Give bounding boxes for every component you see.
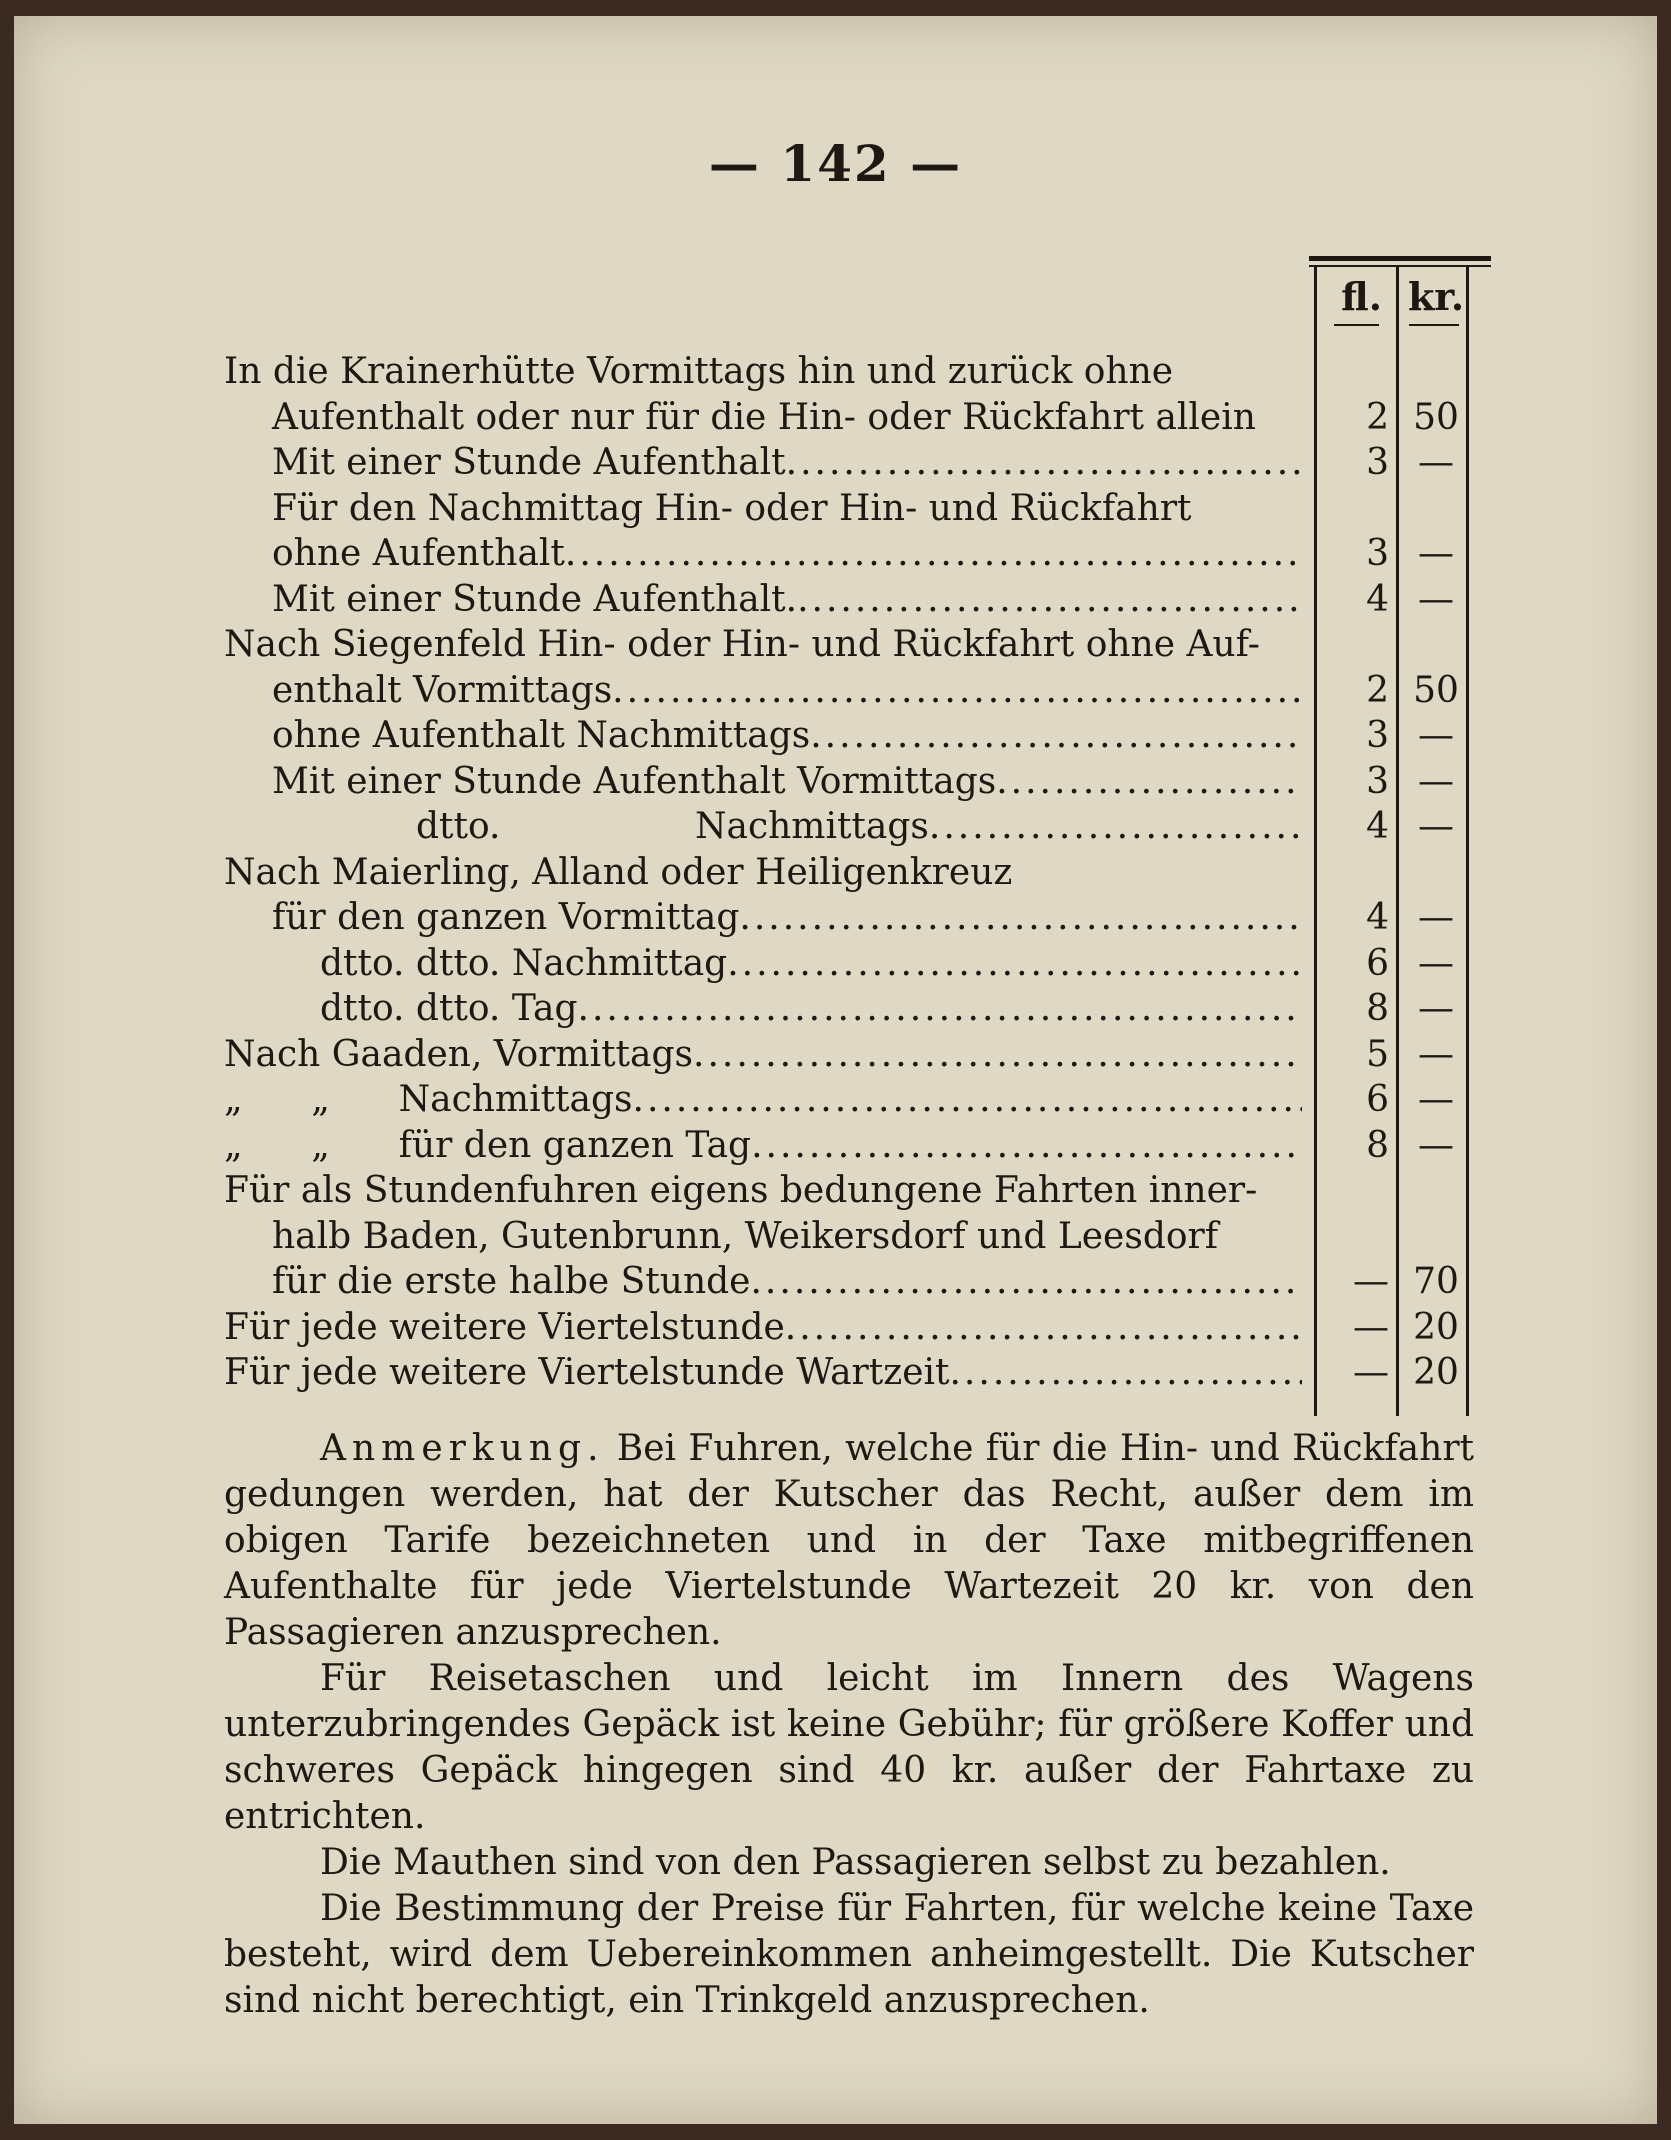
row-description [272, 577, 1302, 623]
row-text: Mit einer Stunde Aufenthalt [272, 442, 786, 483]
note-text-1: Bei Fuhren, welche für die Hin- und Rückfahrt gedungen werden, hat der Kutscher das Recht, außer dem im obigen Tarife bezeichneten und in der Taxe mitbegriffenen Aufenthalte für jede Viertelstunde Wartezeit 20 kr. von den Passagieren anzusprechen. [224, 1428, 1474, 1653]
leader-dots [739, 895, 1302, 941]
row-text: dtto. dtto. Nachmittag [320, 942, 728, 984]
row-description [320, 941, 1302, 987]
price-fl: 2 [1366, 669, 1389, 711]
leader-dots [633, 1077, 1303, 1123]
row-text: Für als Stundenfuhren eigens bedungene Fahrten inner- [224, 1170, 1258, 1211]
price-kr: 20 [1413, 1306, 1459, 1348]
price-fl: 6 [1366, 1079, 1389, 1120]
row-text: für die erste halbe Stunde [272, 1261, 751, 1302]
leader-dots [750, 1259, 1302, 1305]
row-text: Aufenthalt oder nur für die Hin- oder Rückfahrt allein [272, 396, 1256, 438]
price-fl: 4 [1366, 578, 1389, 620]
price-fl: 3 [1366, 442, 1389, 483]
leader-dots [727, 941, 1302, 987]
table-row [14, 941, 1657, 987]
table-row [14, 531, 1657, 577]
price-kr: — [1418, 988, 1454, 1029]
row-text: Für jede weitere Viertelstunde Wartzeit [224, 1352, 950, 1393]
row-description [224, 1350, 1302, 1396]
price-kr: — [1418, 1079, 1454, 1120]
row-description [416, 804, 1302, 850]
price-kr: — [1418, 942, 1454, 984]
table-row [14, 850, 1657, 896]
price-fl: 4 [1366, 897, 1389, 938]
row-text: dtto. Nachmittags [416, 806, 929, 847]
column-header-fl: fl. [1341, 274, 1382, 319]
row-description [224, 1305, 1302, 1351]
note-paragraph-3: Die Mauthen sind von den Passagieren selbst zu bezahlen. [320, 1842, 1391, 1883]
table-row [14, 1032, 1657, 1078]
row-text: Nach Gaaden, Vormittags [224, 1033, 694, 1075]
table-row [14, 1123, 1657, 1169]
row-description [320, 986, 1302, 1032]
price-fl: 4 [1366, 806, 1389, 847]
leader-dots [949, 1350, 1302, 1396]
leader-dots [693, 1032, 1302, 1078]
table-row [14, 1214, 1657, 1260]
table-row [14, 1077, 1657, 1123]
price-kr: 50 [1413, 669, 1459, 711]
table-row [14, 440, 1657, 486]
row-text: ohne Aufenthalt Nachmittags [272, 715, 811, 756]
notes-section [224, 1426, 1474, 2024]
price-kr: — [1418, 1124, 1454, 1166]
row-description [224, 349, 1302, 395]
row-description [272, 668, 1302, 714]
table-row [14, 804, 1657, 850]
row-text: In die Krainerhütte Vormittags hin und zurück ohne [224, 351, 1174, 392]
price-fl: 5 [1366, 1033, 1389, 1075]
price-fl: 6 [1366, 942, 1389, 984]
price-fl: 3 [1366, 715, 1389, 756]
price-fl: 2 [1366, 396, 1389, 438]
row-description [224, 1032, 1302, 1078]
note-label: Anmerkung. [320, 1428, 605, 1469]
row-description [224, 622, 1302, 668]
row-description [272, 759, 1302, 805]
row-description [224, 1168, 1302, 1214]
price-kr: — [1418, 760, 1454, 802]
price-fl: 8 [1366, 988, 1389, 1029]
table-row [14, 668, 1657, 714]
price-kr: 50 [1413, 396, 1459, 438]
table-row [14, 1259, 1657, 1305]
row-text: „ „ Nachmittags [224, 1079, 633, 1120]
price-kr: — [1418, 533, 1454, 574]
price-kr: 70 [1413, 1261, 1459, 1302]
table-top-rule [1309, 256, 1491, 261]
price-kr: — [1418, 442, 1454, 483]
row-description [224, 850, 1302, 896]
leader-dots [565, 531, 1302, 577]
leader-dots [578, 986, 1302, 1032]
row-text: Nach Maierling, Alland oder Heiligenkreuz [224, 851, 1013, 893]
book-page [14, 16, 1657, 2124]
row-description [272, 713, 1302, 759]
row-description [224, 1123, 1302, 1169]
leader-dots [996, 759, 1302, 805]
table-row [14, 486, 1657, 532]
row-text: „ „ für den ganzen Tag [224, 1124, 752, 1166]
table-row [14, 759, 1657, 805]
row-text: dtto. dtto. Tag [320, 988, 578, 1029]
table-row [14, 577, 1657, 623]
leader-dots [612, 668, 1302, 714]
table-top-rule-thin [1309, 265, 1491, 267]
leader-dots [786, 440, 1302, 486]
row-description [272, 1214, 1302, 1260]
leader-dots [785, 1305, 1302, 1351]
page-number: — 142 — [708, 134, 963, 193]
table-row [14, 895, 1657, 941]
table-row [14, 1350, 1657, 1396]
price-fl: — [1353, 1261, 1389, 1302]
price-kr: — [1418, 578, 1454, 620]
row-text: Mit einer Stunde Aufenthalt Vormittags [272, 760, 997, 802]
leader-dots [797, 577, 1302, 623]
table-row [14, 1305, 1657, 1351]
table-row [14, 349, 1657, 395]
column-header-kr: kr. [1407, 274, 1465, 319]
note-paragraph-2: Für Reisetaschen und leicht im Innern des Wagens unterzubringendes Gepäck ist keine Gebühr; für größere Koffer und schweres Gepäck hingegen sind 40 kr. außer der Fahrtaxe zu entrichten. [224, 1658, 1474, 1837]
price-kr: — [1418, 897, 1454, 938]
price-kr: — [1418, 1033, 1454, 1075]
price-fl: 8 [1366, 1124, 1389, 1166]
row-description [272, 486, 1302, 532]
price-kr: — [1418, 806, 1454, 847]
row-description [272, 1259, 1302, 1305]
row-description [224, 1077, 1302, 1123]
price-kr: 20 [1413, 1352, 1459, 1393]
table-row [14, 622, 1657, 668]
row-text: Für den Nachmittag Hin- oder Hin- und Rückfahrt [272, 487, 1192, 529]
leader-dots [810, 713, 1302, 759]
table-row [14, 713, 1657, 759]
price-kr: — [1418, 715, 1454, 756]
column-header-underline-fl [1334, 324, 1379, 326]
price-fl: — [1353, 1352, 1389, 1393]
leader-dots [929, 804, 1302, 850]
price-fl: 3 [1366, 760, 1389, 802]
price-fl: 3 [1366, 533, 1389, 574]
table-row [14, 1168, 1657, 1214]
row-description [272, 395, 1302, 441]
row-text: halb Baden, Gutenbrunn, Weikersdorf und Leesdorf [272, 1215, 1219, 1257]
row-text: Für jede weitere Viertelstunde [224, 1306, 785, 1348]
row-text: ohne Aufenthalt [272, 533, 565, 574]
note-paragraph-1 [224, 1426, 1474, 1656]
row-text: enthalt Vormittags [272, 669, 613, 711]
note-paragraph-4: Die Bestimmung der Preise für Fahrten, für welche keine Taxe besteht, wird dem Uebereinkommen anheimgestellt. Die Kutscher sind nicht berechtigt, ein Trinkgeld anzusprechen. [224, 1888, 1474, 2021]
leader-dots [751, 1123, 1302, 1169]
table-row [14, 395, 1657, 441]
row-text: für den ganzen Vormittag [272, 897, 740, 938]
column-header-underline-kr [1409, 324, 1459, 326]
row-text: Mit einer Stunde Aufenthalt. [272, 578, 798, 620]
row-description [272, 895, 1302, 941]
row-text: Nach Siegenfeld Hin- oder Hin- und Rückfahrt ohne Auf- [224, 624, 1260, 665]
table-row [14, 986, 1657, 1032]
price-fl: — [1353, 1306, 1389, 1348]
row-description [272, 531, 1302, 577]
row-description [272, 440, 1302, 486]
